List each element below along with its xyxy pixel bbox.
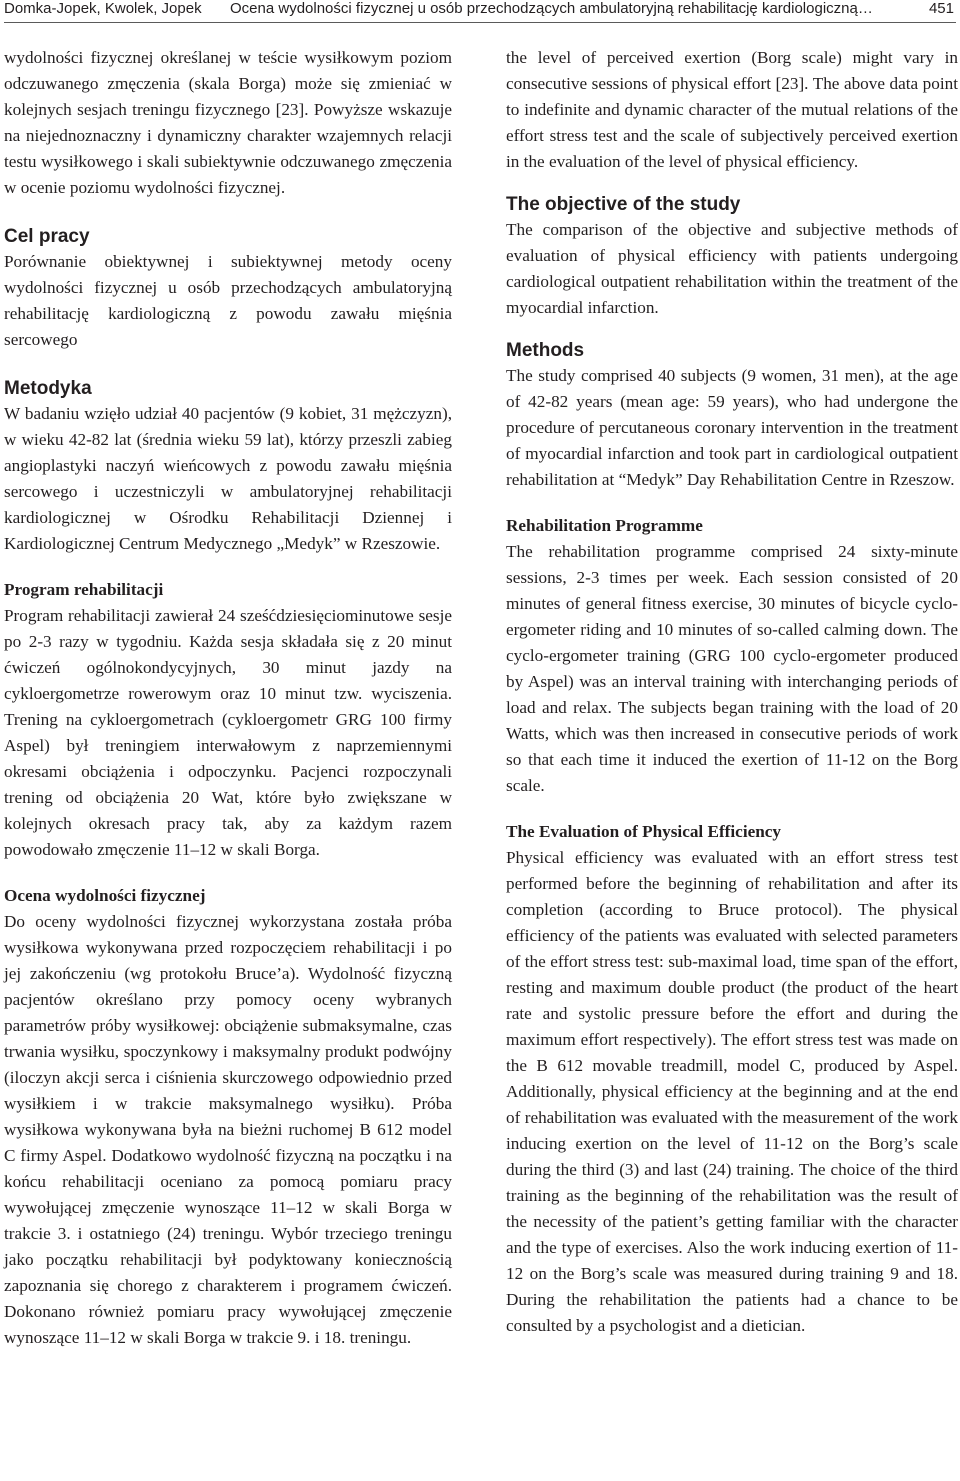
- polish-column: [4, 45, 452, 1351]
- header-authors: Domka-Jopek, Kwolek, Jopek: [4, 0, 202, 17]
- evaluation-text-pl: Do oceny wydolności fizycznej wykorzystana została próba wysiłkowa wykonywana przed rozpoczęciem rehabilitacji i po jej zakończeniu (wg protokołu Bruce’a). Wydolność fizyczną pacjentów określano przy pomocy oceny wybranych parametrów próby wysiłkowej: obciążenie submaksymalne, czas trwania wysiłku, spoczynkowy i maksymalny produkt podwójny (iloczyn akcji serca i ciśnienia skurczowego odpowiednio przed wysiłkiem i w trakcie maksymalnego wysiłku). Próba wysiłkowa wykonywana była na bieżni ruchomej B 612 model C firmy Aspel. Dodatkowo wydolność fizyczną na początku i na końcu rehabilitacji oceniano za pomocą pomiaru pracy wywołującej zmęczenie wynoszące 11–12 w skali Borga w trakcie 3. i ostatniego (24) treningu. Wybór trzeciego treningu jako początku rehabilitacji był podyktowany koniecznością zapoznania się chorego z charakterem i programem ćwiczeń. Dokonano również pomiaru pracy wywołującej zmęczenie wynoszące 11–12 w skali Borga w trakcie 9. i 18. treningu.: [4, 912, 452, 1347]
- programme-heading-en: Rehabilitation Programme: [506, 516, 703, 535]
- header-running-title: Ocena wydolności fizycznej u osób przechodzących ambulatoryjną rehabilitację kardiologiczną…: [230, 0, 873, 17]
- objective-text-en: The comparison of the objective and subjective methods of evaluation of physical efficiency with patients undergoing cardiological outpatient rehabilitation within the treatment of the myocardial infarction.: [506, 220, 958, 317]
- intro-continued-en: the level of perceived exertion (Borg scale) might vary in consecutive sessions of physical effort [23]. The above data point to indefinite and dynamic character of the mutual relations of the effort stress test and the scale of subjectively perceived exertion in the evaluation of the level of physical efficiency.: [506, 48, 958, 171]
- programme-text-en: The rehabilitation programme comprised 24 sixty-minute sessions, 2-3 times per week. Each session consisted of 20 minutes of general fitness exercise, 30 minutes of bicycle cyclo-ergometer riding and 10 minutes of so-called calming down. The cyclo-ergometer training (GRG 100 cyclo-ergometer produced by Aspel) was an interval training with interchanging periods of load and relax. The subjects began training with the load of 20 Watts, which was then increased in consecutive periods of work so that each time it induced the exertion of 11-12 on the Borg scale.: [506, 542, 958, 795]
- methods-heading-en: Methods: [506, 340, 585, 361]
- methods-text-en: The study comprised 40 subjects (9 women, 31 men), at the age of 42-82 years (mean age: 59 years), who had undergone the procedure of percutaneous coronary intervention in the treatment of myocardial infarction and took part in cardiological outpatient rehabilitation at “Medyk” Day Rehabilitation Centre in Rzeszow.: [506, 366, 958, 489]
- methods-heading-pl: Metodyka: [4, 378, 92, 399]
- running-header: [4, 0, 956, 23]
- page-number: 451: [928, 0, 954, 17]
- program-text-pl: Program rehabilitacji zawierał 24 sześćdziesięciominutowe sesje po 2-3 razy w tygodniu. Każda sesja składała się z 20 minut ćwiczeń ogólnokondycyjnych, 30 minut jazdy na cykloergometrze rowerowym oraz 10 minut tzw. wyciszenia. Trening na cykloergometrach (cykloergometr GRG 100 firmy Aspel) był treningiem interwałowym z naprzemiennymi okresami obciążenia i odpoczynku. Pacjenci rozpoczynali trening od obciążenia 20 Wat, które było zwiększane w kolejnych okresach pracy tak, aby za każdym razem powodowało zmęczenie 11–12 w skali Borga.: [4, 606, 452, 859]
- evaluation-text-en: Physical efficiency was evaluated with an effort stress test performed before the beginning of rehabilitation and after its completion (according to Bruce protocol). The physical efficiency of the patients was evaluated with selected parameters of the effort stress test: sub-maximal load, time span of the effort, resting and maximum double product (the product of the heart rate and systolic pressure before the effort and during the maximum effort respectively). The effort stress test was made on the B 612 movable treadmill, model C, produced by Aspel. Additionally, physical efficiency at the beginning and at the end of rehabilitation was evaluated with the measurement of the work inducing exertion on the level of 11-12 on the Borg’s scale during the third (3) and last (24) training. The choice of the third training as the beginning of the rehabilitation was the result of the necessity of the patient’s getting familiar with the character and the type of exercises. Also the work inducing exertion of 11-12 on the Borg’s scale was measured during training 9 and 18. During the rehabilitation the patients had a chance to be consulted by a psychologist and a dietician.: [506, 848, 958, 1335]
- intro-continued-pl: wydolności fizycznej określanej w teście wysiłkowym poziom odczuwanego zmęczenia (skala Borga) może się zmieniać w kolejnych sesjach treningu fizycznego [23]. Powyższe wskazuje na niejednoznaczny i dynamiczny charakter wzajemnych relacji testu wysiłkowego i skali subiektywnie odczuwanego zmęczenia w ocenie poziomu wydolności fizycznej.: [4, 48, 452, 197]
- objective-heading-en: The objective of the study: [506, 194, 741, 215]
- evaluation-heading-en: The Evaluation of Physical Efficiency: [506, 822, 781, 841]
- methods-text-pl: W badaniu wzięło udział 40 pacjentów (9 kobiet, 31 mężczyzn), w wieku 42-82 lat (średnia wieku 59 lat), którzy przeszli zabieg angioplastyki naczyń wieńcowych z powodu zawału mięśnia sercowego i uczestniczyli w ambulatoryjnej rehabilitacji kardiologicznej w Ośrodku Rehabilitacji Dziennej i Kardiologicznej Centrum Medycznego „Medyk” w Rzeszowie.: [4, 404, 452, 553]
- aim-heading-pl: Cel pracy: [4, 226, 90, 247]
- evaluation-heading-pl: Ocena wydolności fizycznej: [4, 886, 206, 905]
- english-column: [506, 45, 958, 1339]
- program-heading-pl: Program rehabilitacji: [4, 580, 164, 599]
- aim-text-pl: Porównanie obiektywnej i subiektywnej metody oceny wydolności fizycznej u osób przechodzących ambulatoryjną rehabilitację kardiologiczną z powodu zawału mięśnia sercowego: [4, 252, 452, 349]
